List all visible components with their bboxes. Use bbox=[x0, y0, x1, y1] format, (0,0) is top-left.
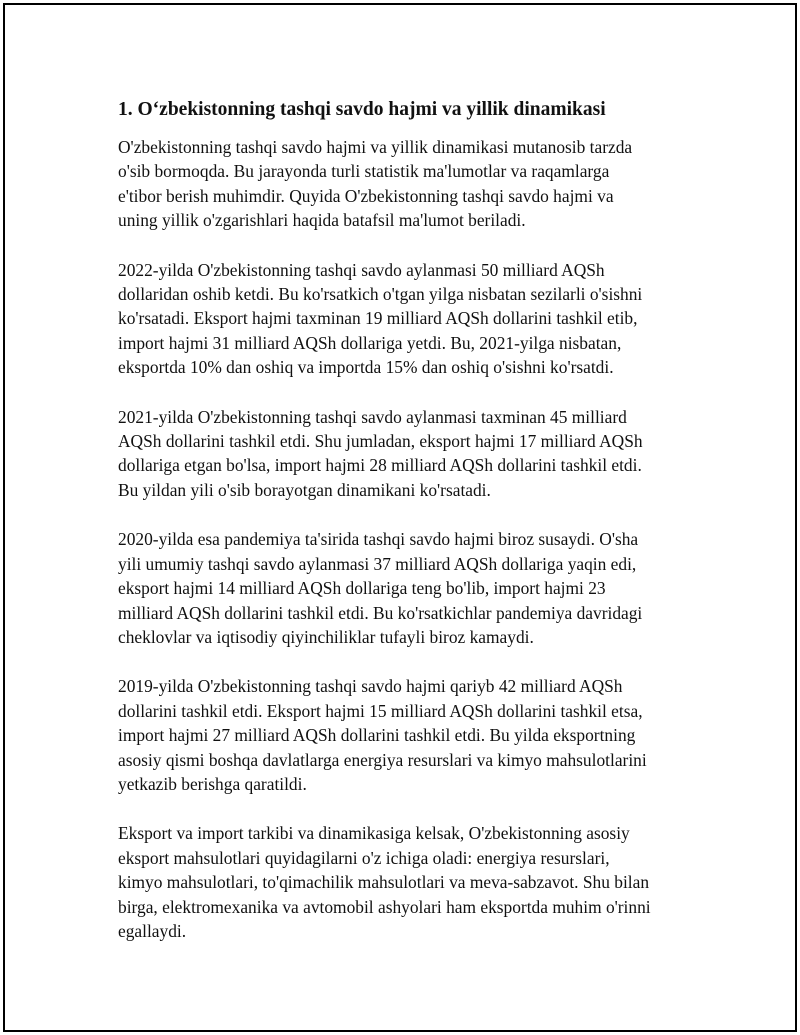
paragraph-line: 2021-yilda O'zbekistonning tashqi savdo aylanmasi taxminan 45 milliard bbox=[118, 406, 627, 427]
paragraph-line: eksport mahsulotlari quyidagilarni o'z ichiga oladi: energiya resurslari, bbox=[118, 847, 610, 868]
paragraph bbox=[118, 821, 698, 943]
paragraph-line: AQSh dollarini tashkil etdi. Shu jumladan, eksport hajmi 17 milliard AQSh bbox=[118, 431, 643, 452]
paragraph bbox=[118, 135, 698, 233]
paragraph-line: yili umumiy tashqi savdo aylanmasi 37 milliard AQSh dollariga yaqin edi, bbox=[118, 553, 637, 574]
paragraph-line: 2020-yilda esa pandemiya ta'sirida tashqi savdo hajmi biroz susaydi. O'sha bbox=[118, 529, 639, 550]
paragraph-line: egallaydi. bbox=[118, 920, 187, 941]
document-body bbox=[118, 97, 698, 968]
paragraph-line: eksportda 10% dan oshiq va importda 15% dan oshiq o'sishni ko'rsatdi. bbox=[118, 357, 614, 378]
paragraph bbox=[118, 258, 698, 380]
paragraph-line: kimyo mahsulotlari, to'qimachilik mahsulotlari va meva-sabzavot. Shu bilan bbox=[118, 872, 650, 893]
paragraph bbox=[118, 527, 698, 649]
page-frame bbox=[3, 3, 797, 1032]
paragraph-line: cheklovlar va iqtisodiy qiyinchiliklar tufayli biroz kamaydi. bbox=[118, 626, 534, 647]
paragraph-line: dollariga etgan bo'lsa, import hajmi 28 milliard AQSh dollarini tashkil etdi. bbox=[118, 455, 642, 476]
paragraph-line: dollaridan oshib ketdi. Bu ko'rsatkich o'tgan yilga nisbatan sezilarli o'sishni bbox=[118, 284, 643, 305]
paragraph-line: Bu yildan yili o'sib borayotgan dinamikani ko'rsatadi. bbox=[118, 479, 491, 500]
paragraph-line: dollarini tashkil etdi. Eksport hajmi 15 milliard AQSh dollarini tashkil etsa, bbox=[118, 700, 643, 721]
paragraph bbox=[118, 674, 698, 796]
paragraph-line: import hajmi 31 milliard AQSh dollariga yetdi. Bu, 2021-yilga nisbatan, bbox=[118, 332, 622, 353]
paragraph-line: O'zbekistonning tashqi savdo hajmi va yillik dinamikasi mutanosib tarzda bbox=[118, 137, 633, 157]
section-heading: 1. O‘zbekistonning tashqi savdo hajmi va yillik dinamikasi bbox=[118, 99, 606, 120]
paragraph-line: birga, elektromexanika va avtomobil ashyolari ham eksportda muhim o'rinni bbox=[118, 896, 651, 917]
paragraph bbox=[118, 405, 698, 503]
paragraph-line: eksport hajmi 14 milliard AQSh dollariga teng bo'lib, import hajmi 23 bbox=[118, 578, 606, 599]
paragraph-line: milliard AQSh dollarini tashkil etdi. Bu ko'rsatkichlar pandemiya davridagi bbox=[118, 602, 643, 623]
paragraph-list bbox=[118, 135, 698, 943]
paragraph-line: asosiy qismi boshqa davlatlarga energiya resurslari va kimyo mahsulotlarini bbox=[118, 749, 647, 770]
paragraph-line: Eksport va import tarkibi va dinamikasiga kelsak, O'zbekistonning asosiy bbox=[118, 823, 630, 844]
paragraph-line: o'sib bormoqda. Bu jarayonda turli statistik ma'lumotlar va raqamlarga bbox=[118, 161, 610, 182]
paragraph-line: import hajmi 27 milliard AQSh dollarini tashkil etdi. Bu yilda eksportning bbox=[118, 725, 636, 746]
paragraph-line: uning yillik o'zgarishlari haqida batafsil ma'lumot beriladi. bbox=[118, 210, 526, 231]
paragraph-line: 2022-yilda O'zbekistonning tashqi savdo aylanmasi 50 milliard AQSh bbox=[118, 259, 605, 280]
paragraph-line: yetkazib berishga qaratildi. bbox=[118, 773, 307, 794]
paragraph-line: 2019-yilda O'zbekistonning tashqi savdo hajmi qariyb 42 milliard AQSh bbox=[118, 676, 623, 697]
paragraph-line: e'tibor berish muhimdir. Quyida O'zbekistonning tashqi savdo hajmi va bbox=[118, 185, 614, 206]
paragraph-line: ko'rsatadi. Eksport hajmi taxminan 19 milliard AQSh dollarini tashkil etib, bbox=[118, 308, 638, 329]
